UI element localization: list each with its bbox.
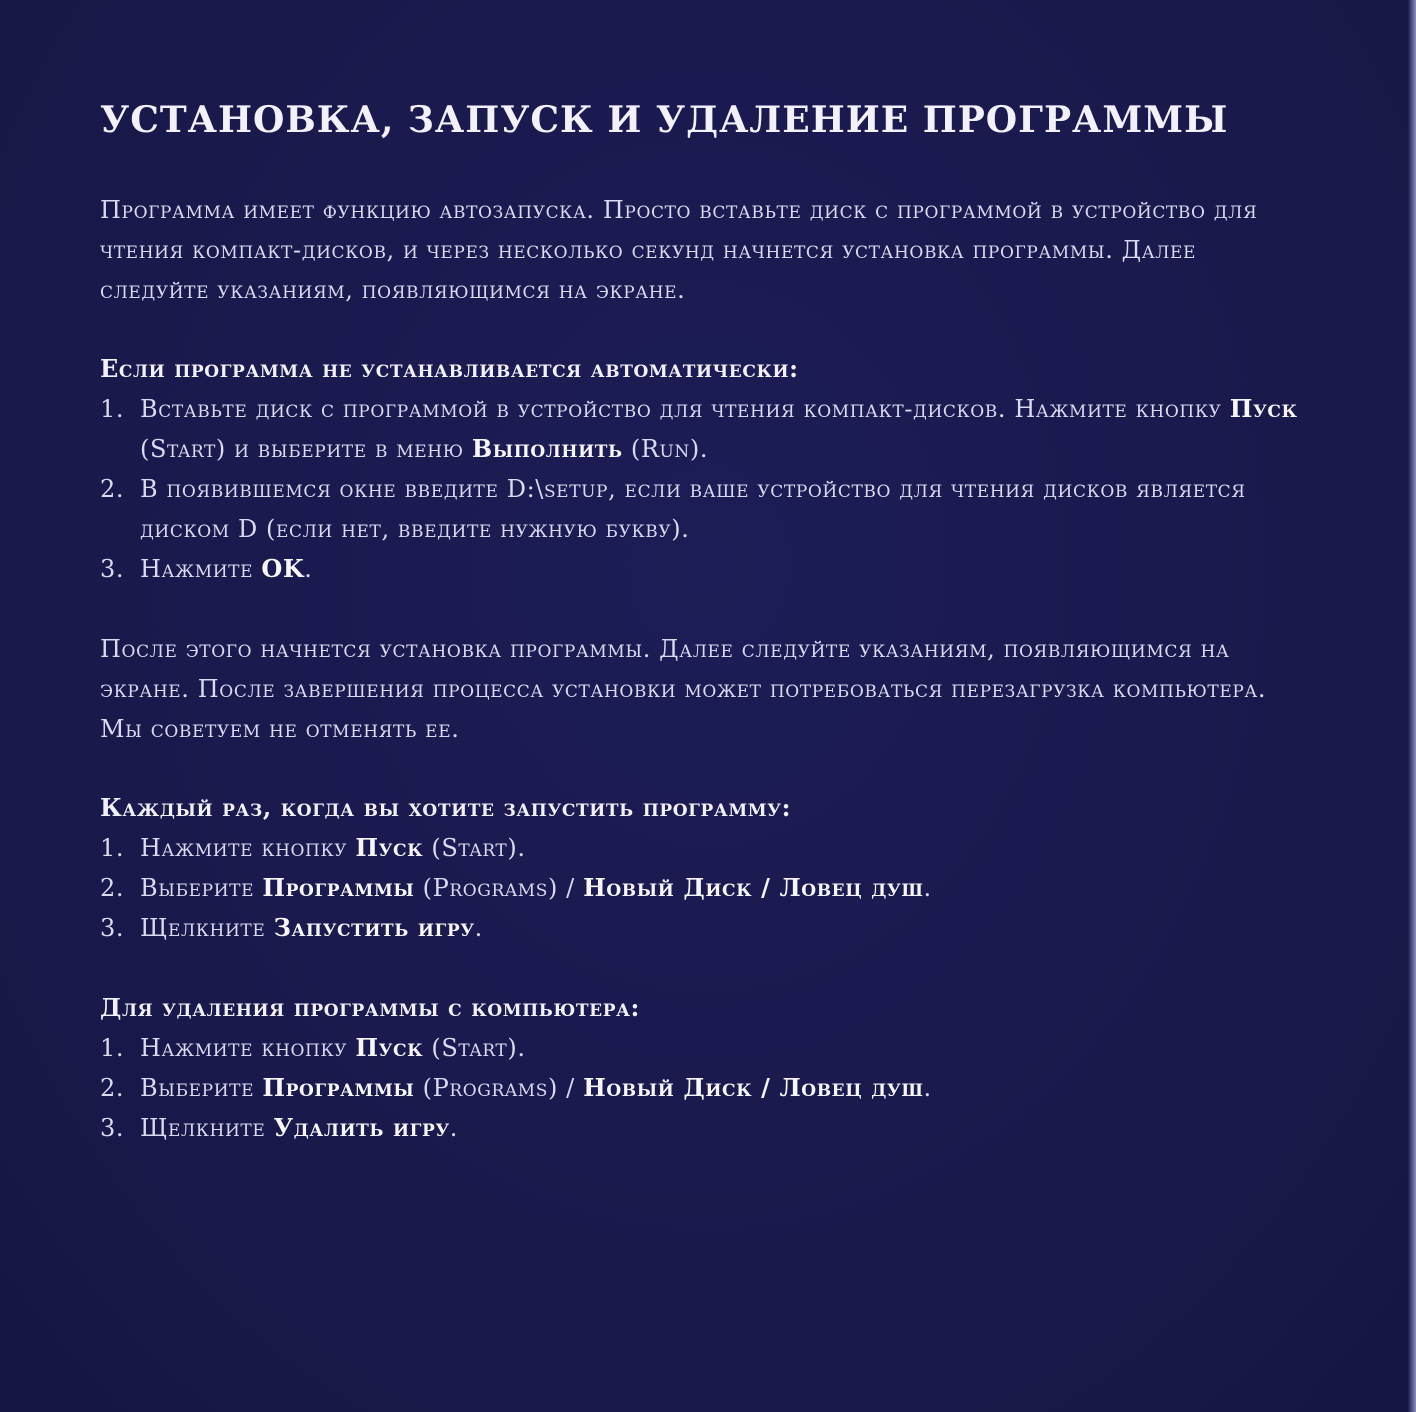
step-number: 3. <box>100 914 125 942</box>
after-install-paragraph: После этого начнется установка программы. Далее следуйте указаниям, появляющимся на экране. После завершения процесса установки может потребоваться перезагрузка компьютера. Мы советуем не отменять ее. <box>100 635 1267 743</box>
program-folder-ref: Новый Диск / Ловец душ <box>583 1073 924 1102</box>
step-text: Выберите Программы (Programs) / Новый Диск / Ловец душ. <box>140 1073 932 1102</box>
run-menu-ref: Выполнить <box>471 434 623 463</box>
launch-step-3 <box>100 908 1310 948</box>
programs-menu-ref: Программы <box>262 873 415 902</box>
uninstall-step-3 <box>100 1108 1310 1148</box>
page-edge <box>1408 0 1416 1412</box>
uninstall-game-ref: Удалить игру <box>273 1113 450 1142</box>
step-text: Щелкните Запустить игру. <box>140 913 483 942</box>
intro-paragraph: Программа имеет функцию автозапуска. Просто вставьте диск с программой в устройство для чтения компакт-дисков, и через несколько секунд начнется установка программы. Далее следуйте указаниям, появляющимся на экране. <box>100 196 1258 304</box>
step-number: 3. <box>100 1114 125 1142</box>
step-number: 1. <box>100 1034 125 1062</box>
step-number: 2. <box>100 475 125 503</box>
program-folder-ref: Новый Диск / Ловец душ <box>583 873 924 902</box>
step-text: Нажмите OK. <box>140 554 313 583</box>
manual-install-step-3 <box>100 549 1310 589</box>
page-title: УСТАНОВКА, ЗАПУСК И УДАЛЕНИЕ ПРОГРАММЫ <box>100 99 1229 141</box>
step-number: 2. <box>100 874 125 902</box>
step-text: Щелкните Удалить игру. <box>140 1113 458 1142</box>
launch-steps <box>100 828 1310 948</box>
manual-install-heading: Если программа не устанавливается автоматически: <box>100 354 799 383</box>
step-text: В появившемся окне введите D:\setup, если ваше устройство для чтения дисков является диском D (если нет, введите нужную букву). <box>140 475 1246 543</box>
uninstall-step-2 <box>100 1068 1310 1108</box>
launch-heading: Каждый раз, когда вы хотите запустить программу: <box>100 793 792 822</box>
start-button-ref: Пуск <box>355 833 424 862</box>
uninstall-section <box>100 988 1310 1148</box>
launch-game-ref: Запустить игру <box>273 913 475 942</box>
manual-install-step-2 <box>100 469 1310 549</box>
uninstall-step-1 <box>100 1028 1310 1068</box>
step-text: Нажмите кнопку Пуск (Start). <box>140 833 526 862</box>
programs-menu-ref: Программы <box>262 1073 415 1102</box>
start-button-ref: Пуск <box>355 1033 424 1062</box>
manual-install-section <box>100 349 1310 589</box>
uninstall-heading: Для удаления программы с компьютера: <box>100 993 641 1022</box>
launch-section <box>100 788 1310 948</box>
ok-button-ref: OK <box>261 554 305 583</box>
manual-install-step-1 <box>100 389 1310 469</box>
instructions-page <box>100 92 1310 1188</box>
step-text: Вставьте диск с программой в устройство для чтения компакт-дисков. Нажмите кнопку Пуск (Start) и выберите в меню Выполнить (Run). <box>140 394 1298 463</box>
step-text: Нажмите кнопку Пуск (Start). <box>140 1033 526 1062</box>
step-number: 1. <box>100 834 125 862</box>
manual-install-steps <box>100 389 1310 589</box>
launch-step-2 <box>100 868 1310 908</box>
launch-step-1 <box>100 828 1310 868</box>
step-number: 3. <box>100 555 125 583</box>
start-button-ref: Пуск <box>1229 394 1298 423</box>
uninstall-steps <box>100 1028 1310 1148</box>
step-text: Выберите Программы (Programs) / Новый Диск / Ловец душ. <box>140 873 932 902</box>
step-number: 2. <box>100 1074 125 1102</box>
step-number: 1. <box>100 395 125 423</box>
